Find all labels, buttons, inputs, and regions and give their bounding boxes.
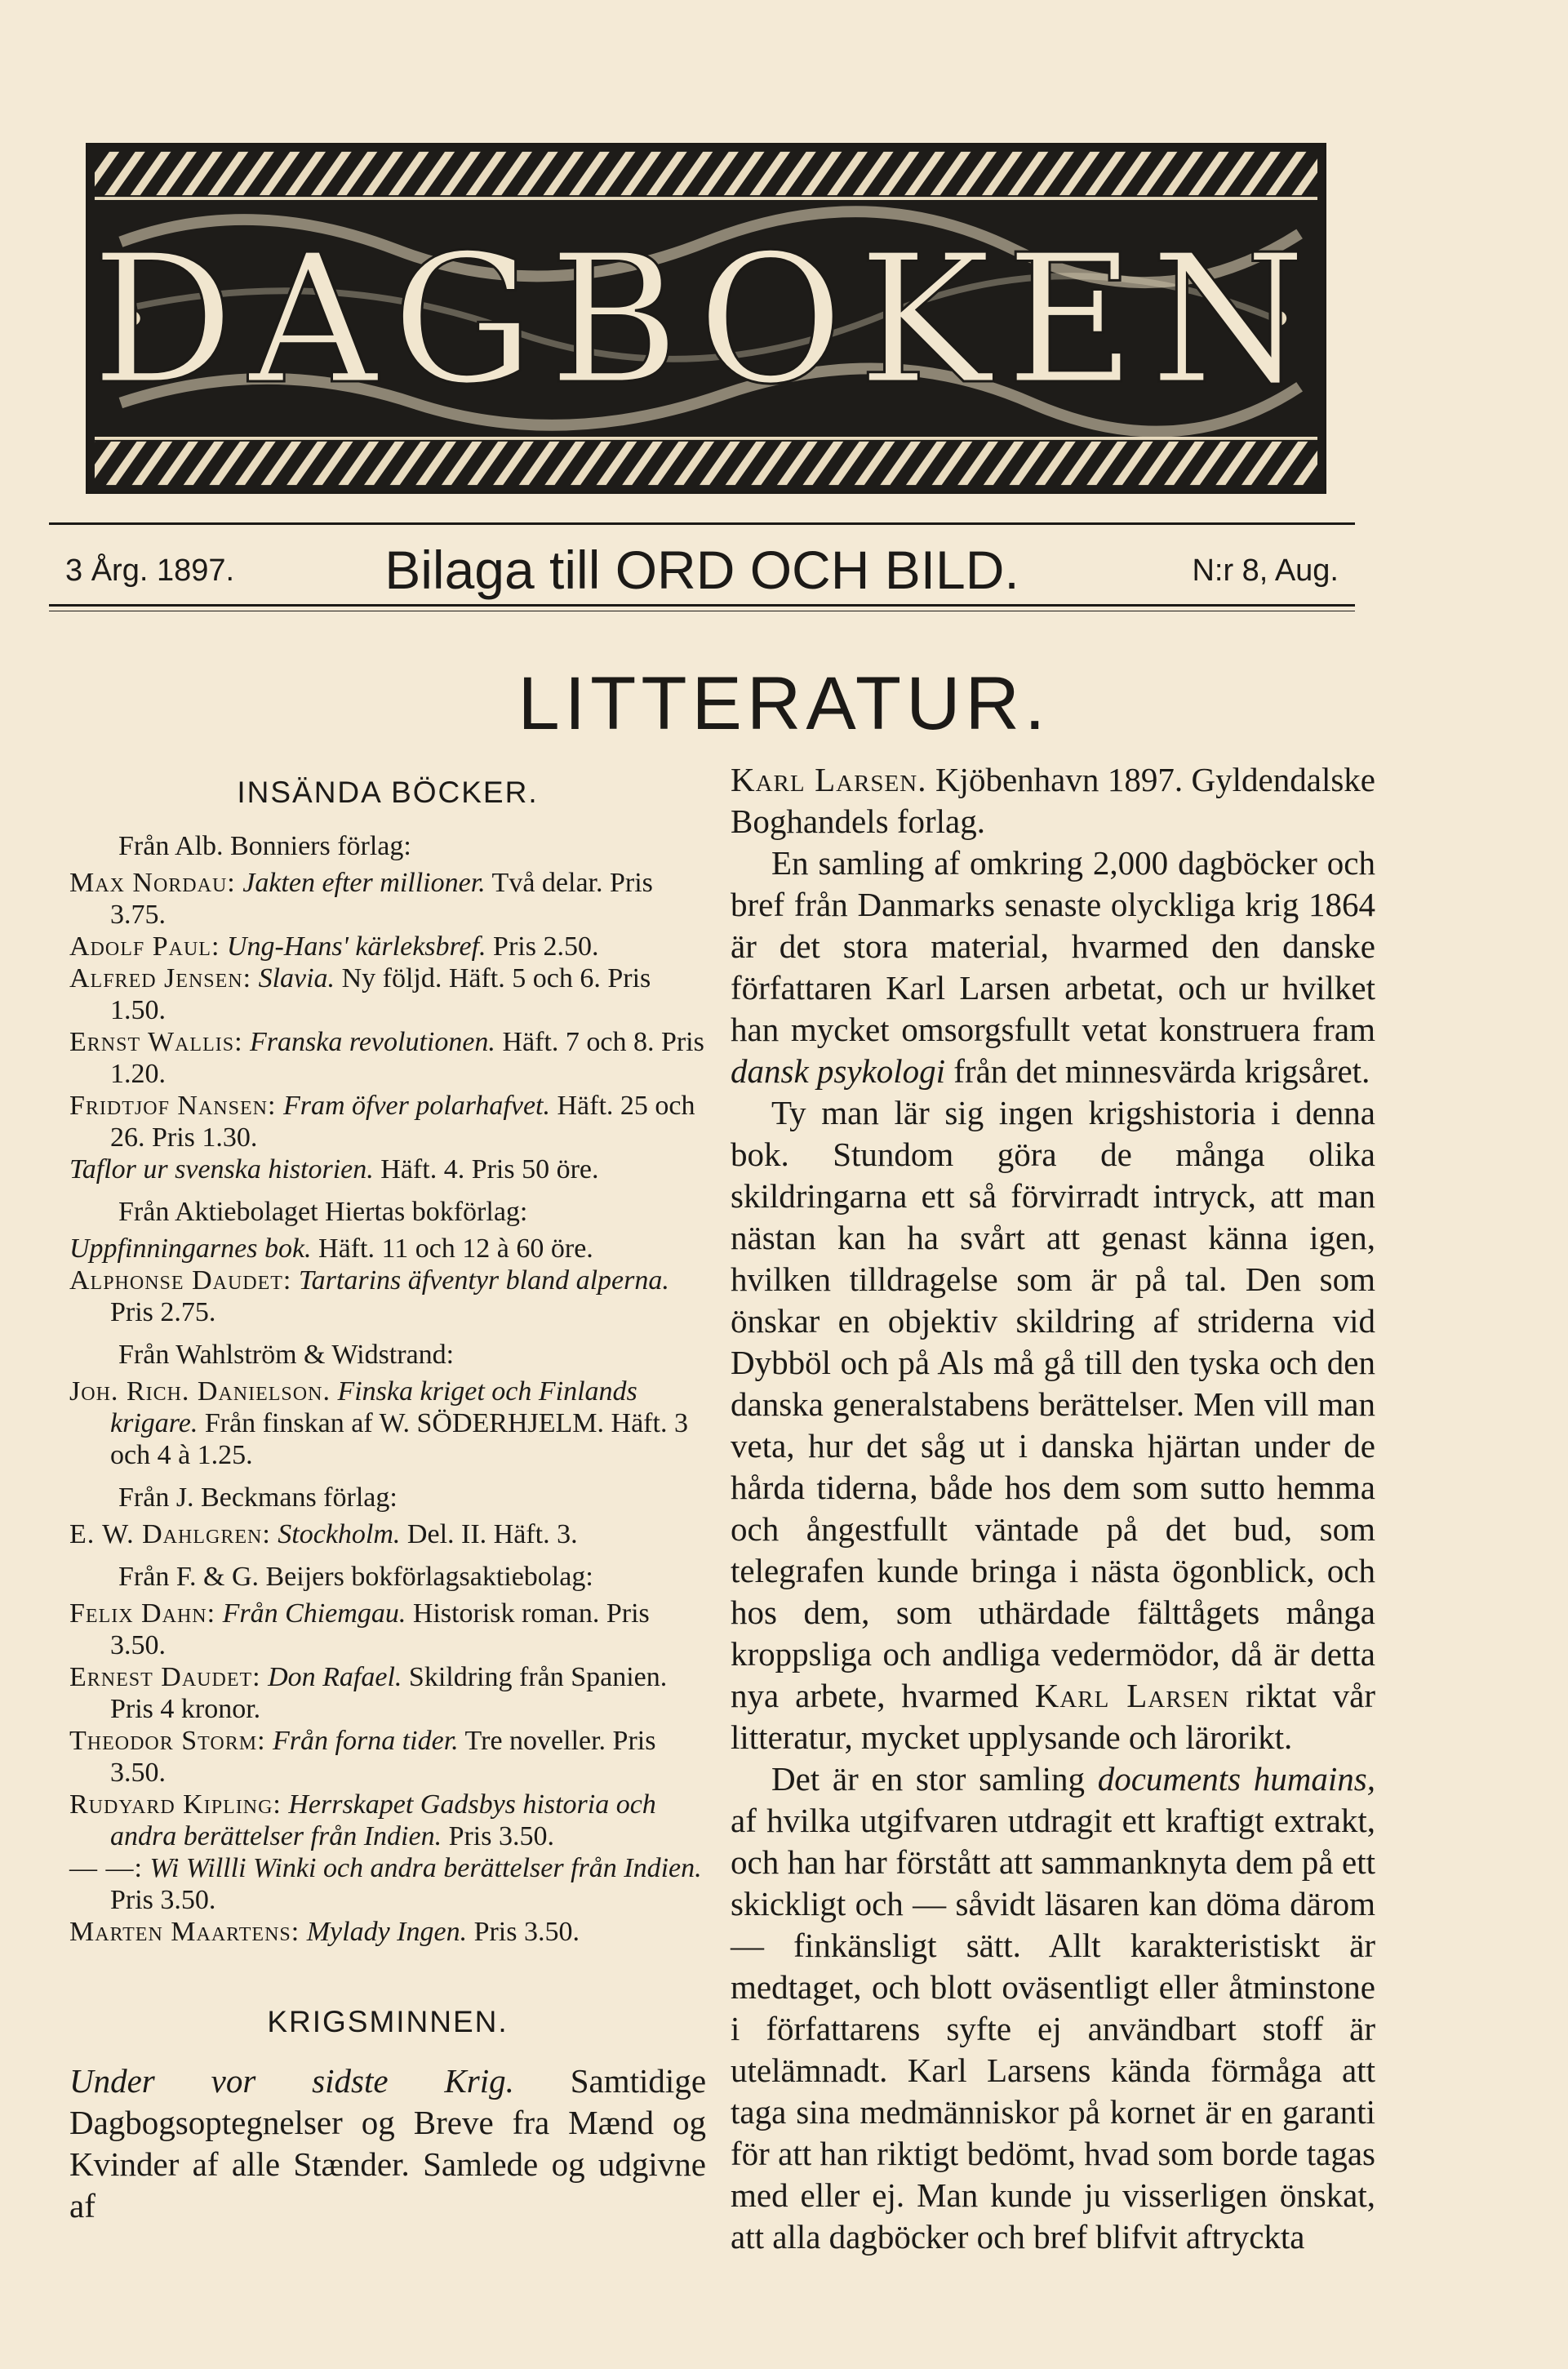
publisher-name: Från Aktiebolaget Hiertas bokförlag: — [118, 1197, 528, 1227]
book-title: Don Rafael. — [268, 1662, 402, 1692]
book-details: Pris 2.75. — [110, 1297, 216, 1327]
left-column — [69, 759, 706, 2227]
book-details: Pris 3.50. — [473, 1917, 580, 1947]
book-author: Theodor Storm: — [69, 1726, 266, 1756]
issue-year: 3 Årg. 1897. — [65, 553, 235, 588]
book-title: Mylady Ingen. — [306, 1917, 468, 1947]
book-details: Skildring från Spanien. Pris 4 kronor. — [110, 1662, 668, 1724]
page-title: LITTERATUR. — [517, 662, 1051, 745]
book-details: Pris 3.50. — [448, 1821, 554, 1851]
issue-info-bar — [49, 531, 1355, 612]
right-column — [731, 759, 1375, 2258]
book-title: Finska kriget och Finlands krigare. — [110, 1376, 637, 1438]
supplement-title: Bilaga till ORD OCH BILD. — [384, 540, 1019, 600]
book-title: Uppfinningarnes bok. — [69, 1233, 312, 1264]
publisher-name: Från Alb. Bonniers förlag: — [118, 831, 411, 861]
book-author: Joh. Rich. Danielson. — [69, 1376, 331, 1407]
review-author: Karl Larsen. — [731, 761, 927, 798]
book-author: Max Nordau: — [69, 868, 236, 898]
book-author: Ernst Wallis: — [69, 1027, 243, 1057]
book-author: Marten Maartens: — [69, 1917, 300, 1947]
book-author: E. W. Dahlgren: — [69, 1519, 271, 1549]
book-author: Rudyard Kipling: — [69, 1789, 282, 1820]
p2-text: Ty man lär sig ingen krigshistoria i denna bok. Stundom göra de många olika skildringarna ett så förvirradt intryck, att man nästan kan ha svårt att genast känna igen, hvilken tilldragelse som är på tal. Den som önskar en objektiv skildring af striderna vid Dybböl och på Als må gå till den tyska och den danska generalstabens berättelser. Men vill man veta, hur det såg ut i danska hjärtan under de hårda tiderna, både hos dem som sutto hemma och ångestfullt väntade på det bud, som telegrafen kunde bringa i nästa ögonblick, och hos dem, som uthärdade fälttågets många kroppsliga och andliga vedermödor, då är detta nya arbete, hvarmed — [731, 1094, 1375, 1714]
book-entry — [69, 1852, 706, 1916]
book-entry — [69, 931, 706, 962]
book-entry — [69, 1916, 706, 1948]
book-title: Från forna tider. — [273, 1726, 459, 1756]
review-lead — [731, 759, 1375, 842]
book-entry — [69, 867, 706, 931]
book-entry — [69, 1233, 706, 1265]
book-title: Jakten efter millioner. — [242, 868, 486, 898]
book-title: Från Chiemgau. — [222, 1598, 406, 1629]
top-rule — [49, 522, 1355, 525]
book-entry — [69, 962, 706, 1026]
book-entry — [69, 1661, 706, 1725]
book-author: Felix Dahn: — [69, 1598, 216, 1629]
book-entry — [69, 1153, 706, 1185]
krigsminnen-body: Samtidige Dagbogsoptegnelser og Breve fra Mænd og Kvinder af alle Stænder. Samlede og udgivne af — [69, 2062, 707, 2225]
book-title: Taflor ur svenska historien. — [69, 1154, 374, 1184]
krigsminnen-text — [69, 2060, 706, 2227]
book-entry — [69, 1265, 706, 1328]
book-details: Från finskan af W. SÖDERHJELM. Häft. 3 och 4 à 1.25. — [110, 1408, 688, 1470]
p3-text: Det är en stor samling — [771, 1760, 1085, 1798]
book-details: Historisk roman. Pris 3.50. — [110, 1598, 650, 1660]
review-publication: Kjöbenhavn 1897. Gyldendalske Boghandels forlag. — [731, 761, 1375, 840]
book-title: Wi Willli Winki och andra berättelser från Indien. — [149, 1853, 702, 1883]
section-title: INSÄNDA BÖCKER. — [237, 776, 539, 809]
p1-text-end: från det minnesvärda krigsåret. — [953, 1052, 1370, 1090]
p3-italic: documents humains, — [1097, 1760, 1376, 1798]
book-details: Två delar. Pris 3.75. — [110, 868, 653, 930]
book-details: Pris 2.50. — [493, 931, 599, 962]
book-details: Häft. 4. Pris 50 öre. — [380, 1154, 599, 1184]
krigsminnen-heading: KRIGSMINNEN. — [267, 2005, 509, 2038]
book-details: Ny följd. Häft. 5 och 6. Pris 1.50. — [110, 963, 651, 1025]
book-title: Fram öfver polarhafvet. — [282, 1091, 550, 1121]
book-details: Pris 3.50. — [110, 1885, 216, 1915]
book-title: Ung-Hans' kärleksbref. — [226, 931, 486, 962]
book-details: Häft. 7 och 8. Pris 1.20. — [110, 1027, 704, 1089]
p3-text-end: af hvilka utgifvaren utdragit ett kraftigt extrakt, och han har förstått att sammanknyta dem på ett skickligt och — såvidt läsaren kan döma därom — finkänsligt sätt. Allt karakteristiskt är medtaget, och blott oväsentligt eller åtminstone i författarens syfte ej användbart stoff är utelämnadt. Karl Larsens kända förmåga att taga sina medmänniskor på kornet är en garanti för att han riktigt bedömt, hvad som borde tagas med eller ej. Man kunde ju visserligen önskat, att alla dagböcker och bref blifvit aftryckta — [731, 1802, 1375, 2256]
book-entry — [69, 1376, 706, 1471]
book-title: Franska revolutionen. — [250, 1027, 495, 1057]
review-paragraph-2 — [731, 1092, 1375, 1758]
book-author: Fridtjof Nansen: — [69, 1091, 277, 1121]
book-details: Häft. 11 och 12 à 60 öre. — [318, 1233, 593, 1264]
review-paragraph-3 — [731, 1758, 1375, 2258]
book-entry — [69, 1518, 706, 1550]
publisher-name: Från F. & G. Beijers bokförlagsaktiebolag: — [118, 1562, 593, 1592]
masthead-title: DAGBOKEN — [91, 216, 1321, 424]
book-author: Alfred Jensen: — [69, 963, 252, 993]
book-author: Alphonse Daudet: — [69, 1265, 292, 1296]
book-title: Herrskapet Gadsbys historia och andra berättelser från Indien. — [110, 1789, 656, 1851]
masthead-banner — [86, 143, 1326, 494]
publisher-name: Från Wahlström & Widstrand: — [118, 1340, 455, 1370]
p2-author: Karl Larsen — [1034, 1677, 1230, 1714]
book-entry — [69, 1789, 706, 1852]
book-entry — [69, 1598, 706, 1661]
book-details: Häft. 25 och 26. Pris 1.30. — [110, 1091, 695, 1153]
book-entry — [69, 1090, 706, 1153]
book-title: Stockholm. — [278, 1519, 401, 1549]
book-details: Del. II. Häft. 3. — [406, 1519, 578, 1549]
book-author: Adolf Paul: — [69, 931, 220, 962]
bottom-rule — [49, 604, 1355, 607]
p1-italic: dansk psykologi — [731, 1052, 946, 1090]
book-entry — [69, 1725, 706, 1789]
issue-number: N:r 8, Aug. — [1192, 553, 1339, 588]
book-title: Tartarins äfventyr bland alperna. — [298, 1265, 669, 1296]
publisher-name: Från J. Beckmans förlag: — [118, 1482, 398, 1513]
book-entry — [69, 1026, 706, 1090]
krigsminnen-title: Under vor sidste Krig. — [69, 2062, 514, 2100]
p1-text: En samling af omkring 2,000 dagböcker och bref från Danmarks senaste olyckliga krig 1864 är det stora material, hvarmed den danske författaren Karl Larsen arbetat, och ur hvilket han mycket omsorgsfullt vetat konstruera fram — [731, 844, 1375, 1048]
publisher-groups — [69, 831, 706, 1948]
book-details: Tre noveller. Pris 3.50. — [110, 1726, 656, 1788]
book-author: Ernest Daudet: — [69, 1662, 261, 1692]
review-paragraph-1 — [731, 842, 1375, 1092]
book-title: Slavia. — [258, 963, 335, 993]
p2-text-end: riktat vår litteratur, mycket upplysande och lärorikt. — [731, 1677, 1375, 1756]
book-author: — —: — [69, 1853, 143, 1883]
